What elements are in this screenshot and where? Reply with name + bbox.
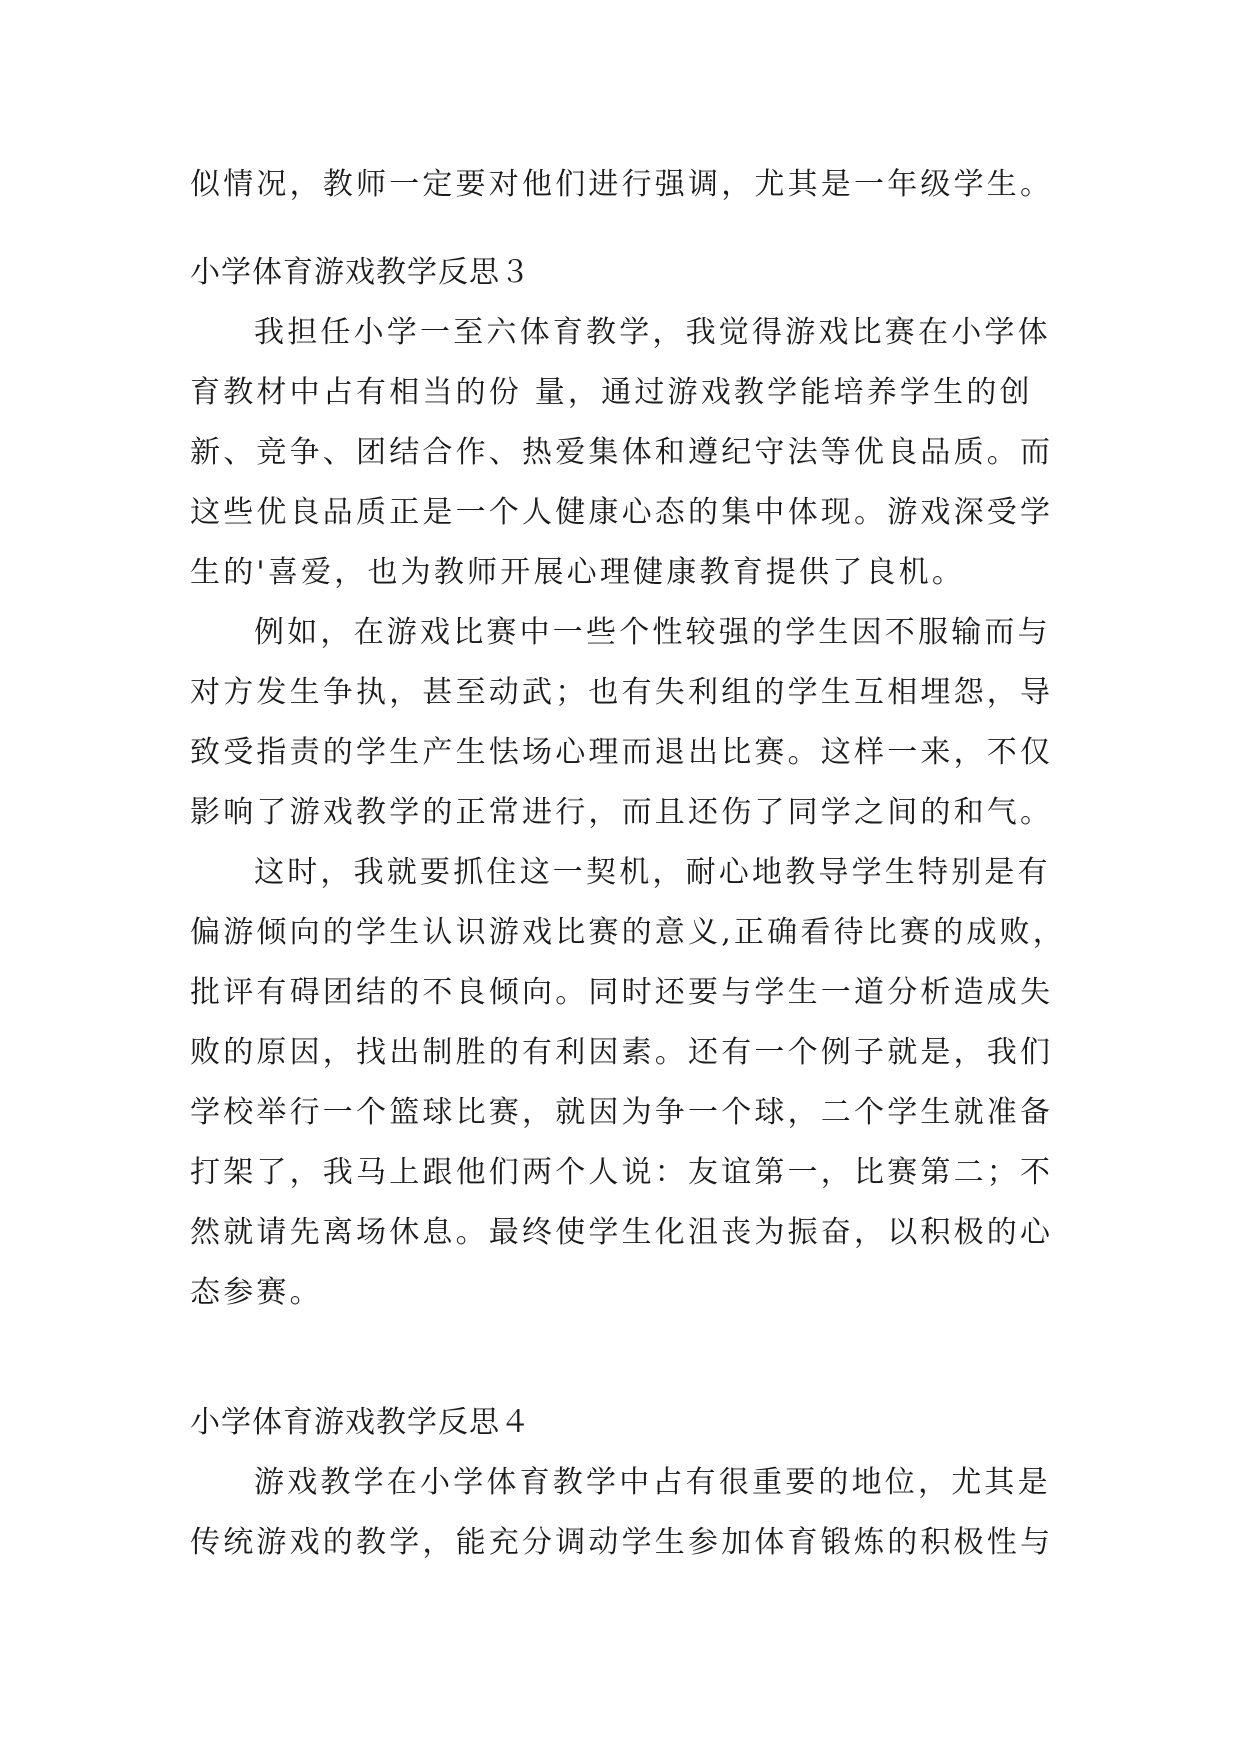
text-line: 败的原因，找出制胜的有利因素。还有一个例子就是，我们 bbox=[190, 1035, 1054, 1070]
text-line: 态参赛。 bbox=[190, 1275, 323, 1310]
text-line: 例如，在游戏比赛中一些个性较强的学生因不服输而与 bbox=[254, 615, 1051, 650]
section-title: 小学体育游戏教学反思３ bbox=[190, 255, 531, 290]
text-line: 这些优良品质正是一个人健康心态的集中体现。游戏深受学 bbox=[190, 495, 1054, 530]
text-line: 传统游戏的教学，能充分调动学生参加体育锻炼的积极性与 bbox=[190, 1525, 1054, 1560]
section-title: 小学体育游戏教学反思４ bbox=[190, 1405, 531, 1440]
text-line: 对方发生争执，甚至动武；也有失利组的学生互相埋怨，导 bbox=[190, 675, 1054, 710]
text-line: 游戏教学在小学体育教学中占有很重要的地位，尤其是 bbox=[254, 1465, 1051, 1500]
section-3-paragraph-2 bbox=[190, 603, 1070, 843]
text-line: 影响了游戏教学的正常进行，而且还伤了同学之间的和气。 bbox=[190, 795, 1054, 830]
continuation-text bbox=[190, 155, 1070, 215]
section-3-heading bbox=[190, 243, 1070, 303]
text-line: 然就请先离场休息。最终使学生化沮丧为振奋，以积极的心 bbox=[190, 1215, 1054, 1250]
text-line: 偏游倾向的学生认识游戏比赛的意义,正确看待比赛的成败， bbox=[190, 915, 1066, 950]
text-line: 致受指责的学生产生怯场心理而退出比赛。这样一来，不仅 bbox=[190, 735, 1054, 770]
text-line: 育教材中占有相当的份 量，通过游戏教学能培养学生的创 bbox=[190, 375, 1033, 410]
section-3-paragraph-3 bbox=[190, 843, 1070, 1323]
text-line: 这时，我就要抓住这一契机，耐心地教导学生特别是有 bbox=[254, 855, 1051, 890]
text-line: 新、竞争、团结合作、热爱集体和遵纪守法等优良品质。而 bbox=[190, 435, 1054, 470]
text-line: 我担任小学一至六体育教学，我觉得游戏比赛在小学体 bbox=[254, 315, 1051, 350]
section-4-heading bbox=[190, 1393, 1070, 1453]
section-3-paragraph-1 bbox=[190, 303, 1070, 603]
text-line: 打架了，我马上跟他们两个人说：友谊第一，比赛第二；不 bbox=[190, 1155, 1054, 1190]
text-line: 生的'喜爱，也为教师开展心理健康教育提供了良机。 bbox=[190, 555, 966, 590]
text-line: 批评有碍团结的不良倾向。同时还要与学生一道分析造成失 bbox=[190, 975, 1054, 1010]
text-line: 学校举行一个篮球比赛，就因为争一个球，二个学生就准备 bbox=[190, 1095, 1054, 1130]
section-4-paragraph-1 bbox=[190, 1453, 1070, 1573]
text-line: 似情况，教师一定要对他们进行强调，尤其是一年级学生。 bbox=[190, 167, 1054, 202]
